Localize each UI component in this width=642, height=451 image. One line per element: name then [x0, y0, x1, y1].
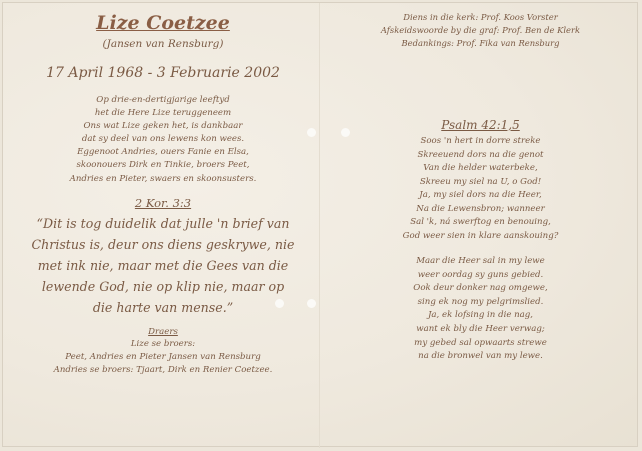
service-line: Diens in die kerk: Prof. Koos Vorster: [403, 12, 558, 22]
intro-text: [13, 94, 313, 186]
intro-line: Op drie-en-dertigjarige leeftyd: [96, 95, 230, 105]
fold-line: [319, 3, 320, 448]
hymn-text: [328, 255, 633, 364]
intro-line: skoonouers Dirk en Tinkie, broers Peet,: [76, 160, 250, 171]
bearers-line: Andries se broers: Tjaart, Dirk en Renier Coetzee.: [53, 364, 273, 375]
bearers-list: [13, 338, 313, 377]
verse-line: die harte van mense.”: [92, 299, 234, 315]
bearers-line: Lize se broers:: [130, 338, 196, 349]
intro-line: Ons wat Lize geken het, is dankbaar: [83, 121, 243, 132]
psalm-line: God weer sien in klare aanskouing?: [402, 230, 559, 241]
hymn-line: Maar die Heer sal in my lewe: [416, 256, 545, 266]
psalm-line: Skreeuend dors na die genot: [417, 149, 544, 160]
maiden-name: (Jansen van Rensburg): [102, 38, 224, 50]
psalm-line: Na die Lewensbron; wanneer: [416, 203, 545, 214]
verse-line: met ink nie, maar met die Gees van die: [37, 257, 289, 273]
hymn-line: sing ek nog my pelgrimslied.: [417, 296, 544, 307]
hymn-line: weer oordag sy guns gebied.: [417, 269, 544, 280]
psalm-line: Sal 'k, ná swerftog en benouing,: [410, 217, 551, 227]
service-line: Afskeidswoorde by die graf: Prof. Ben de Klerk: [380, 25, 581, 35]
psalm-line: Van die helder waterbeke,: [423, 163, 538, 173]
hymn-line: my gebed sal opwaarts strewe: [414, 337, 547, 348]
bearers-heading: Draers: [148, 326, 178, 337]
service-details: [328, 11, 633, 50]
right-panel: [328, 11, 633, 364]
intro-line: Eggenoot Andries, ouers Fanie en Elsa,: [77, 147, 249, 158]
psalm-line: Skreeu my siel na U, o God!: [419, 176, 542, 187]
left-panel: [13, 11, 313, 377]
hymn-line: Ook deur donker nag omgewe,: [413, 283, 548, 294]
psalm-line: Soos 'n hert in dorre streke: [420, 136, 541, 146]
verse-quote: [13, 213, 313, 318]
verse-line: “Dit is tog duidelik dat julle 'n brief van: [36, 215, 290, 231]
intro-line: dat sy deel van ons lewens kon wees.: [81, 134, 245, 145]
intro-line: het die Here Lize teruggeneem: [94, 108, 232, 119]
verse-reference: 2 Kor. 3:3: [134, 195, 192, 210]
verse-line: Christus is, deur ons diens geskrywe, nie: [31, 236, 295, 252]
service-line: Bedankings: Prof. Fika van Rensburg: [401, 38, 560, 48]
life-dates: 17 April 1968 - 3 Februarie 2002: [46, 65, 280, 81]
psalm-line: Ja, my siel dors na die Heer,: [419, 190, 542, 200]
hymn-line: want ek bly die Heer verwag;: [416, 323, 545, 334]
deceased-name: Lize Coetzee: [96, 12, 230, 34]
bearers-line: Peet, Andries en Pieter Jansen van Rensburg: [65, 351, 261, 362]
hymn-line: Ja, ek lofsing in die nag,: [427, 310, 534, 321]
psalm-title: Psalm 42:1,5: [441, 118, 520, 132]
hymn-line: na die bronwel van my lewe.: [418, 351, 543, 362]
psalm-text: [328, 135, 633, 243]
verse-line: lewende God, nie op klip nie, maar op: [41, 278, 285, 294]
memorial-card: [2, 2, 638, 447]
intro-line: Andries en Pieter, swaers en skoonsusters.: [69, 173, 257, 184]
